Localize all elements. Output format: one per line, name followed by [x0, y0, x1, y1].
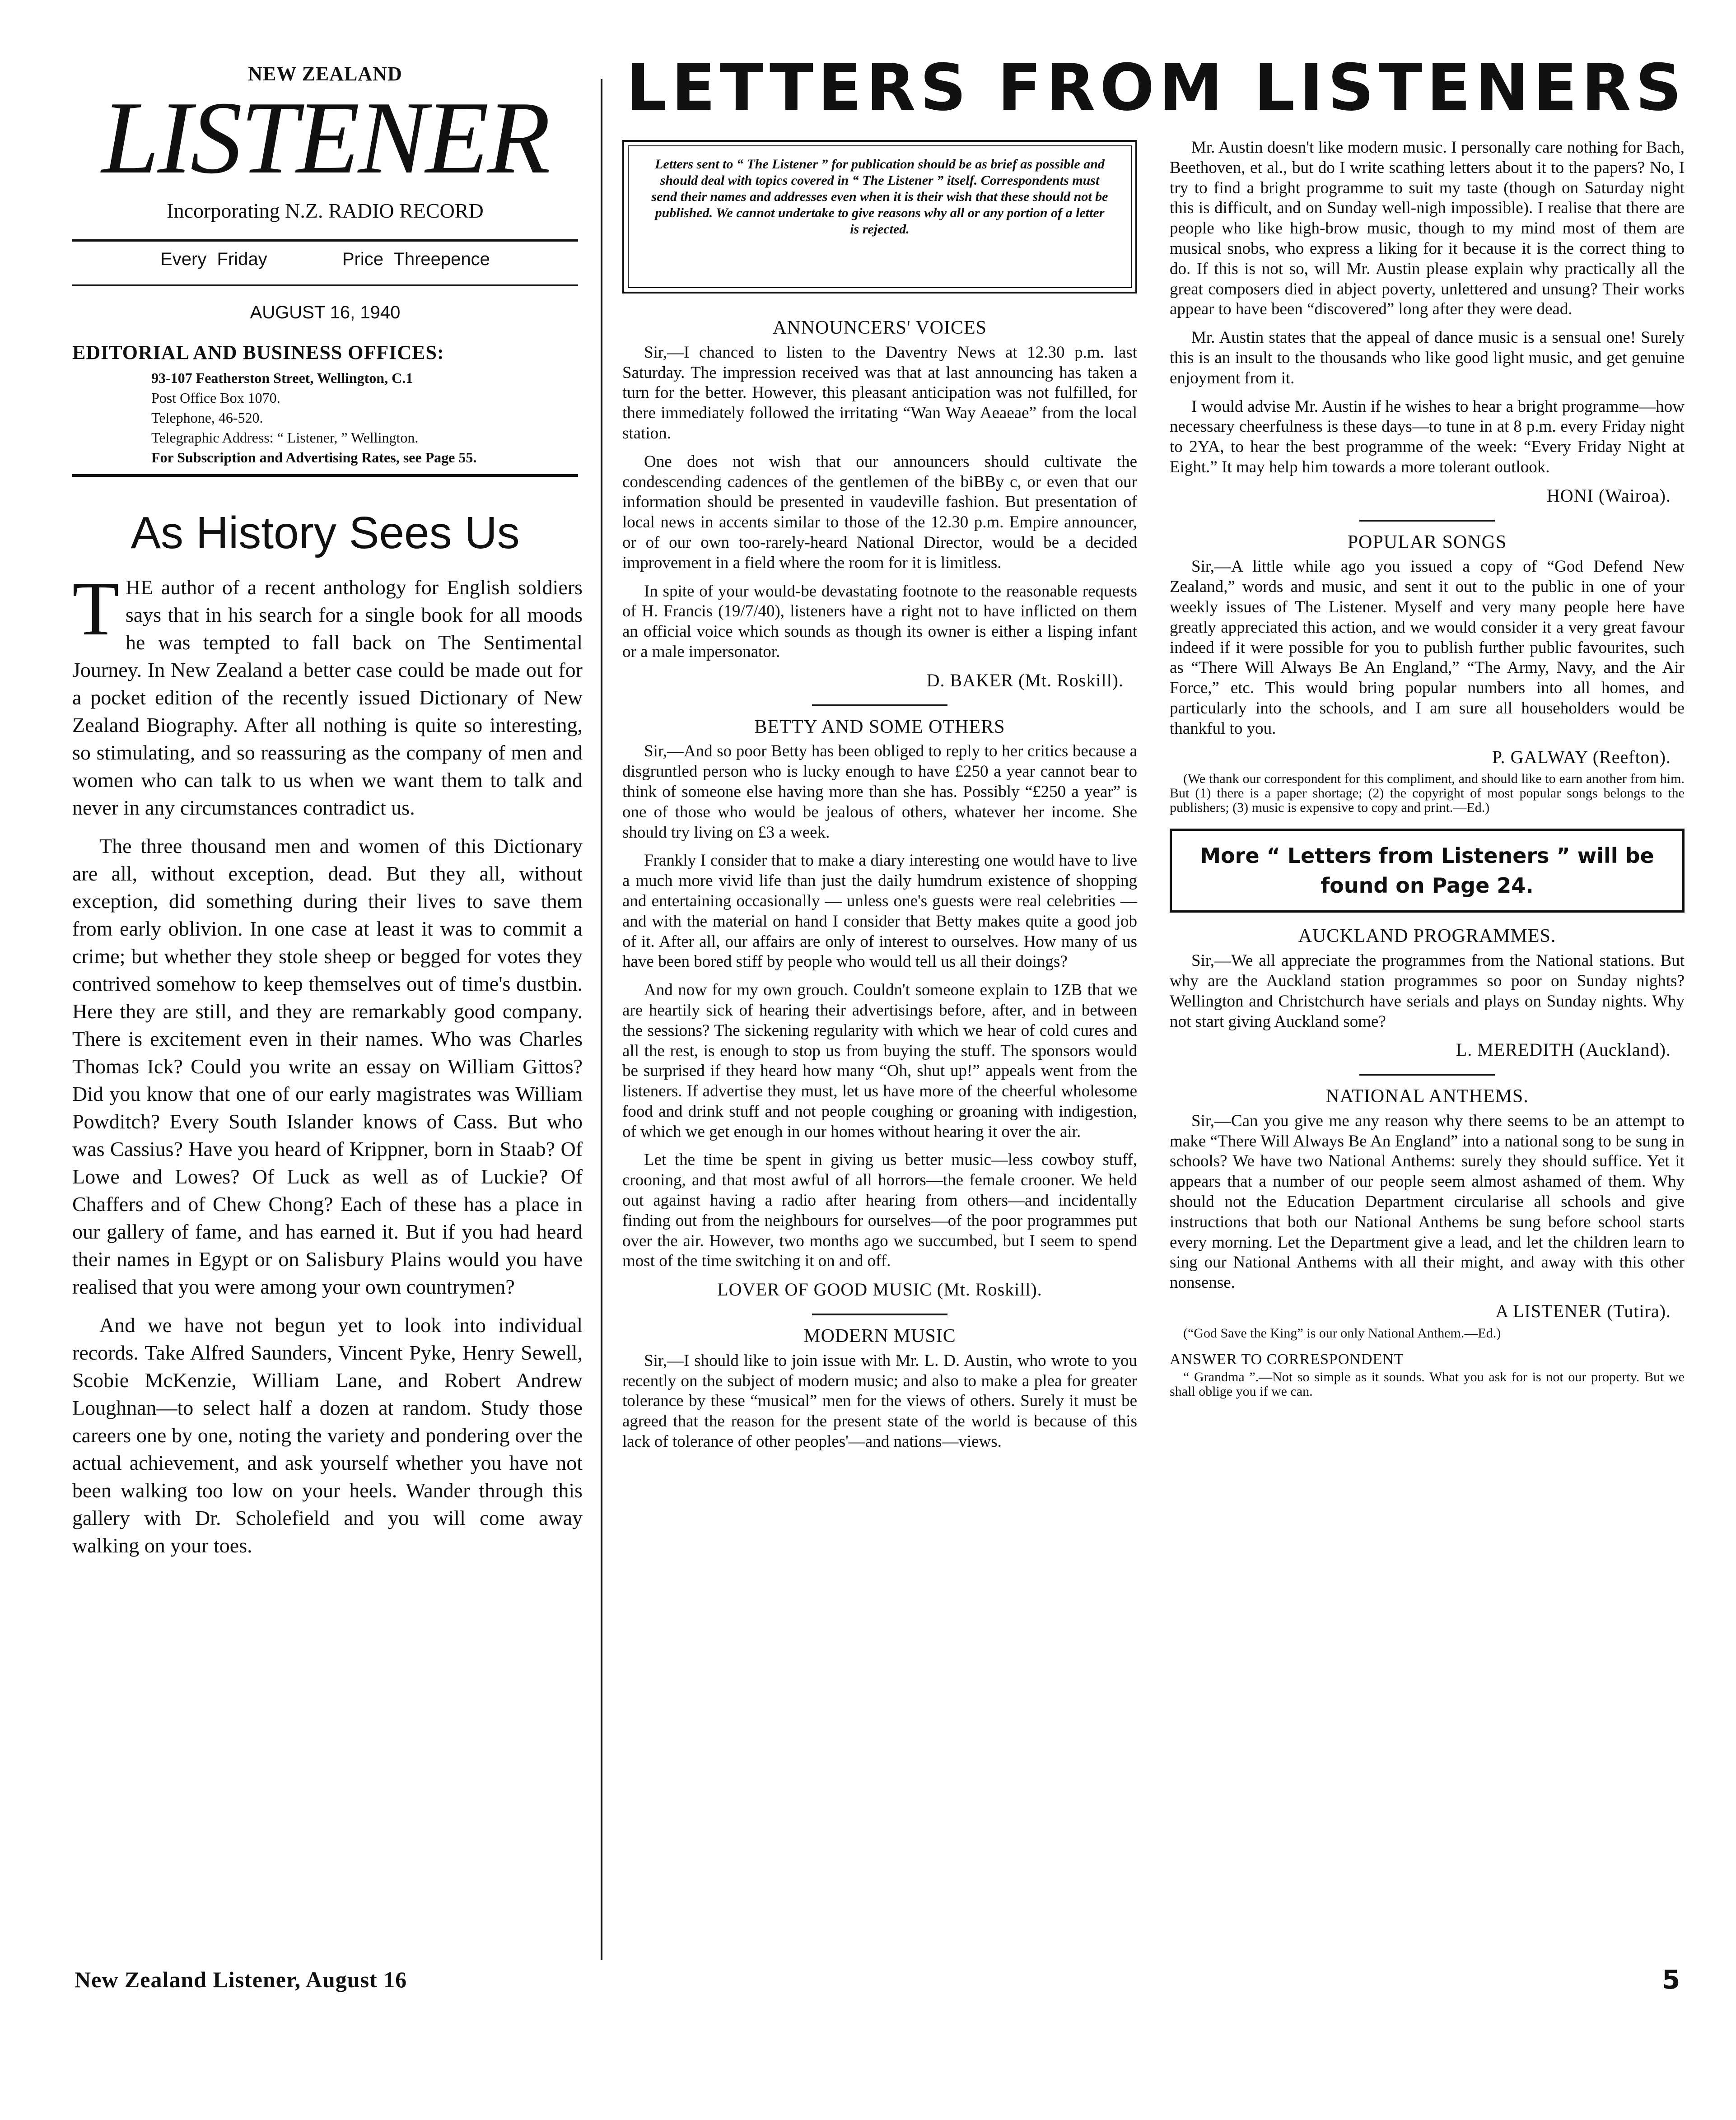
answer-heading: ANSWER TO CORRESPONDENT — [1170, 1351, 1404, 1368]
more-letters-box: More “ Letters from Listeners ” will be found on Page 24. — [1170, 829, 1685, 913]
masthead-incorporating: Incorporating N.Z. RADIO RECORD — [167, 199, 484, 222]
offices-heading: EDITORIAL AND BUSINESS OFFICES: — [72, 341, 444, 363]
leader-body — [72, 566, 583, 1570]
editor-note: (We thank our correspondent for this compliment, and should like to earn another from him. But (1) there is a paper shortage; (2) the copyright of most popular songs belongs to the publishers; (3) music is expensive to copy and print.—Ed.) — [1170, 771, 1685, 815]
letter-signature: HONI (Wairoa). — [1546, 485, 1671, 506]
letter-separator — [812, 704, 947, 706]
letter-paragraph: Sir,—We all appreciate the programmes from the National stations. But why are the Auckland station programmes so poor on Sunday nights? Wellington and Christchurch have serials and plays on Sunday nights. Why not start giving Auckland some? — [1170, 951, 1685, 1031]
letter-title-modern: MODERN MUSIC — [803, 1326, 956, 1347]
letter-paragraph: Sir,—And so poor Betty has been obliged to reply to her critics because a disgruntled person who is lucky enough to have £250 a year cannot bear to think of someone else having more than she has. Possibly “£250 a year” is one of those who would be jealous of others, whatever her income. She should try living on £3 a week. — [622, 742, 1137, 842]
letter-separator — [1359, 1074, 1495, 1076]
page-number: 5 — [1662, 1964, 1680, 1995]
letter-signature: D. BAKER (Mt. Roskill). — [926, 670, 1124, 690]
masthead-price: Price Threepence — [342, 249, 490, 269]
letter-signature: P. GALWAY (Reefton). — [1492, 746, 1671, 767]
masthead-rule-top — [72, 239, 578, 242]
leader-paragraph-3: And we have not begun yet to look into individual records. Take Alfred Saunders, Vincent Pyke, Henry Sewell, Scobie McKenzie, William Lane, and Robert Andrew Loughnan—to select half a dozen at random. Study those careers one by one, noting the variety and pondering over the actual achievement, and ask yourself whether you have not been walking too low on your heels. Wander through this gallery with Dr. Scholefield and you will come away walking on your toes. — [72, 1314, 583, 1557]
letter-separator — [1359, 520, 1495, 522]
letters-notice-box — [622, 140, 1137, 294]
letter-title-auckland: AUCKLAND PROGRAMMES. — [1298, 926, 1556, 947]
footer-publication: New Zealand Listener, August 16 — [75, 1967, 407, 1992]
offices-telegraphic: Telegraphic Address: “ Listener, ” Wellington. — [151, 429, 419, 446]
letter-signature: LOVER OF GOOD MUSIC (Mt. Roskill). — [717, 1279, 1042, 1300]
offices-telephone: Telephone, 46-520. — [151, 410, 263, 426]
letter-signature: L. MEREDITH (Auckland). — [1456, 1039, 1671, 1060]
drop-cap: T — [72, 566, 119, 651]
editor-note: (“God Save the King” is our only National Anthem.—Ed.) — [1183, 1325, 1501, 1341]
letter-paragraph: Mr. Austin doesn't like modern music. I personally care nothing for Bach, Beethoven, et al., but do I write scathing letters about it to the papers? No, I try to find a bright programme to suit my taste (though on Saturday night this is difficult, and on Sunday well-nigh impossible). I realise that there are people who like high-brow music, though to my mind most of them are musical snobs, who express a liking for it because it is the correct thing to do. If this is not so, will Mr. Austin please explain why practically all the great composers died in abject poverty, unlettered and unsung? Their works appear to have been “discovered” long after they were dead. — [1170, 138, 1685, 319]
letter-paragraph: I would advise Mr. Austin if he wishes to hear a bright programme—how necessary cheerfulness is these days—to tune in at 8 p.m. every Friday night to 2YA, to hear the best programme of the week: “Every Friday Night at Eight.” It may help him towards a more tolerant outlook. — [1170, 397, 1685, 476]
offices-details — [151, 368, 476, 467]
letter-paragraph: Sir,—Can you give me any reason why there seems to be an attempt to make “There Will Always Be An England” into a national song to be sung in schools? We have two National Anthems: surely they should suffice. Yet it appears that a number of our people seem almost ashamed of them. Why should not the Education Department circularise all schools and give instructions that both our National Anthems be sung before school starts every morning. Let the Department give a lead, and let the children learn to sing our National Anthems with all their might, and away with this other nonsense. — [1170, 1111, 1685, 1292]
letter-paragraph: Sir,—A little while ago you issued a copy of “God Defend New Zealand,” words and music, and sent it out to the public in one of your weekly issues of The Listener. Myself and very many people here have greatly appreciated this action, and we would consider it a very great favour indeed if it were possible for you to publish further public favourites, such as “There Will Always Be An England,” “The Army, Navy, and the Air Force,” etc. This would bring popular numbers into all homes, and particularly into the schools, and I am sure all householders would be thankful to you. — [1170, 557, 1685, 738]
offices-rates: For Subscription and Advertising Rates, see Page 55. — [151, 449, 477, 466]
letter-title-anthems: NATIONAL ANTHEMS. — [1325, 1086, 1529, 1107]
column-divider — [601, 79, 602, 1960]
letters-notice-text: Letters sent to “ The Listener ” for publication should be as brief as possible and should deal with topics covered in “ The Listener ” itself. Correspondents must send their names and addresses even when it is their wish that these should not be published. We cannot undertake to give reasons why all or any portion of a letter is rejected. — [628, 145, 1132, 288]
leader-paragraph-2: The three thousand men and women of this Dictionary are all, without exception, dead. But they all, without exception, did something during their lives to save them from early oblivion. In one case at least it was to commit a crime; but whether they stole sheep or begged for votes they contrived somehow to keep themselves out of time's dustbin. Here they are still, and they are remarkably good company. There is excitement even in their names. Who was Charles Thomas Ick? Could you write an essay on William Gittos? Did you know that one of our early magistrates was William Powditch? Every South Islander knows of Cass. But who was Cassius? Have you heard of Krippner, born in Staab? Of Lowe and Lowes? Of Luck as well as of Luckie? Of Chaffers and of Chew Chong? Each of these has a place in our gallery of fame, and has earned it. But if you had heard their names in Egypt or on Salisbury Plains would you have realised that you were among your own countrymen? — [72, 834, 583, 1298]
masthead-every-friday: Every Friday — [160, 249, 267, 269]
letter-paragraph: In spite of your would-be devastating footnote to the reasonable requests of H. Francis (19/7/40), listeners have a right not to have inflicted on them an official voice which sounds as though its owner is either a lisping infant or a male impersonator. — [622, 582, 1137, 661]
offices-address: 93-107 Featherston Street, Wellington, C.1 — [151, 370, 413, 386]
letter-paragraph: Sir,—I should like to join issue with Mr. L. D. Austin, who wrote to you recently on the subject of modern music; and also to make a plea for greater tolerance by these “musical” men for the views of others. Surely it must be agreed that the reason for the present state of the world is because of this lack of tolerance of other peoples'—and nations—views. — [622, 1351, 1137, 1451]
masthead-rule-bottom — [72, 474, 578, 477]
letters-column-middle — [622, 312, 1137, 1460]
letter-paragraph: One does not wish that our announcers should cultivate the condescending cadences of the gentlemen of the biBBy c, or even that our information should be presented in vaudeville fashion. But presentation of local news in accents similar to those of the 12.30 p.m. Empire announcer, or of our own too-rarely-heard National Director, would be a decided improvement in a field where the room for it is limitless. — [622, 452, 1137, 572]
letter-title-betty: BETTY AND SOME OTHERS — [754, 716, 1005, 737]
letters-column-right — [1170, 138, 1685, 1408]
leader-paragraph-1 — [72, 566, 583, 821]
letter-signature: A LISTENER (Tutira). — [1495, 1301, 1671, 1322]
letter-paragraph: Sir,—I chanced to listen to the Daventry News at 12.30 p.m. last Saturday. The impression received was that at last announcing has taken a turn for the better. However, this pleasant anticipation was not fulfilled, for there immediately followed the irritating “Wan Way Aeaeae” from the local station. — [622, 343, 1137, 443]
letter-paragraph: Frankly I consider that to make a diary interesting one would have to live a much more vivid life than just the daily humdrum existence of shopping and entertaining occasionally — unless one's guests were real celebrities — and with the material on hand I consider that Betty makes quite a good job of it. After all, our affairs are only of interest to ourselves. How many of us have been bored stiff by people who would tell us all their doings? — [622, 851, 1137, 971]
masthead-country: NEW ZEALAND — [248, 63, 402, 85]
answer-text: “ Grandma ”.—Not so simple as it sounds. What you ask for is not our property. But we shall oblige you if we can. — [1170, 1369, 1685, 1399]
letter-paragraph: And now for my own grouch. Couldn't someone explain to 1ZB that we are heartily sick of hearing their advertisings before, after, and in between the sessions? The sickening regularity with which we hear of cold cures and all the rest, is enough to stop us from buying the stuff. The sponsors would be surprised if they heard how many “Oh, shut up!” appeals went from the listeners. If advertise they must, let us have more of the cheerful wholesome food and drink stuff and not people coughing or groaning with indigestion, of which we get enough in our homes without hearing it over the air. — [622, 981, 1137, 1141]
letters-heading: LETTERS FROM LISTENERS — [626, 51, 1686, 125]
masthead-title: LISTENER — [101, 80, 549, 195]
letter-paragraph: Mr. Austin states that the appeal of dance music is a sensual one! Surely this is an insult to the thousands who like good light music, and get genuine enjoyment from it. — [1170, 328, 1685, 387]
letter-title-announcers: ANNOUNCERS' VOICES — [772, 317, 987, 338]
leader-paragraph-1-text: HE author of a recent anthology for English soldiers says that in his search for a single book for all moods he was tempted to fall back on The Sentimental Journey. In New Zealand a better case could be made out for a pocket edition of the recently issued Dictionary of New Zealand Biography. After all nothing is quite so interesting, so stimulating, and so reassuring as the company of men and women who can talk to us when we want them to talk and never in any circumstances contradict us. — [72, 576, 583, 819]
masthead-issue-line — [72, 249, 578, 270]
letter-separator — [812, 1314, 947, 1315]
letter-paragraph: Let the time be spent in giving us better music—less cowboy stuff, crooning, and that most awful of all horrors—the female crooner. We held out against having a radio after hearing from others—and incidentally finding out from the neighbours for ourselves—of the poor programmes put over the air. However, two months ago we succumbed, but I seem to spend most of the time switching it on and off. — [622, 1151, 1137, 1271]
letter-title-popular: POPULAR SONGS — [1347, 531, 1507, 553]
leader-title: As History Sees Us — [131, 508, 520, 558]
offices-po-box: Post Office Box 1070. — [151, 390, 280, 406]
masthead-rule-mid — [72, 284, 578, 286]
issue-date: AUGUST 16, 1940 — [250, 303, 401, 322]
